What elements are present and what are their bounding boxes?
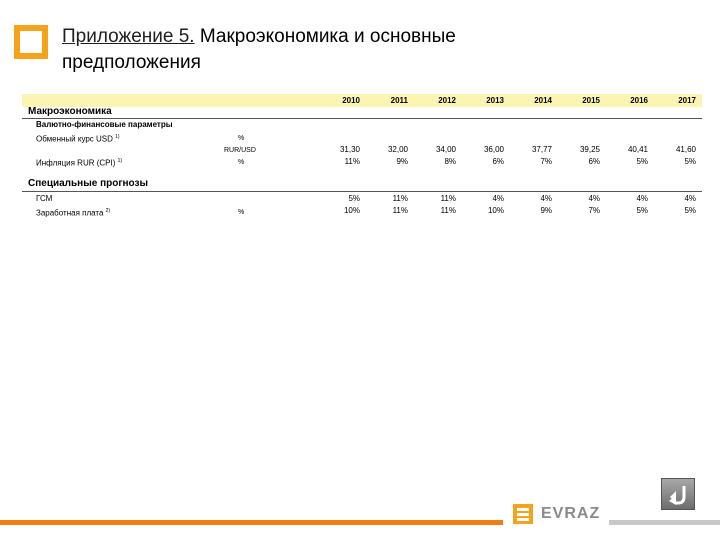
table-cell: 4% bbox=[636, 194, 648, 203]
table-cell: 5% bbox=[636, 206, 648, 215]
table-cell: 36,00 bbox=[483, 145, 504, 154]
brand-logo bbox=[513, 503, 600, 525]
table-cell: 7% bbox=[540, 157, 552, 166]
year-header: 2015 bbox=[582, 96, 600, 105]
section-subtitle: Валютно-финансовые параметры bbox=[36, 120, 173, 129]
table-cell: 10% bbox=[343, 206, 360, 215]
row-unit: % bbox=[238, 209, 245, 216]
table-cell: 10% bbox=[487, 206, 504, 215]
table-cell: 11% bbox=[392, 194, 408, 203]
row-unit: % bbox=[238, 135, 245, 142]
year-header: 2011 bbox=[390, 96, 408, 105]
year-header: 2016 bbox=[630, 96, 648, 105]
table-cell: 8% bbox=[444, 157, 456, 166]
title-text: Макроэкономика и основные bbox=[199, 26, 456, 47]
evraz-logo-icon bbox=[513, 504, 533, 524]
table-cell: 32,00 bbox=[387, 145, 408, 154]
header-band bbox=[22, 94, 702, 107]
title-line-2: предположения bbox=[62, 52, 201, 73]
table-cell: 11% bbox=[440, 194, 456, 203]
table-cell: 34,00 bbox=[435, 145, 456, 154]
row-label: Обменный курс USD $^{1)}$ bbox=[36, 134, 120, 144]
table-cell: 4% bbox=[540, 194, 552, 203]
row-unit: RUR/USD bbox=[224, 147, 256, 154]
divider bbox=[22, 191, 702, 192]
year-header: 2012 bbox=[438, 96, 456, 105]
year-header: 2013 bbox=[486, 96, 504, 105]
table-cell: 6% bbox=[588, 157, 600, 166]
table-cell: 11% bbox=[344, 157, 360, 166]
table-cell: 39,25 bbox=[579, 145, 600, 154]
table-cell: 9% bbox=[540, 206, 552, 215]
year-header: 2017 bbox=[678, 96, 696, 105]
table-cell: 9% bbox=[396, 157, 408, 166]
year-header: 2014 bbox=[534, 96, 552, 105]
divider bbox=[22, 118, 702, 119]
return-button[interactable] bbox=[661, 478, 695, 510]
table-cell: 4% bbox=[684, 194, 696, 203]
row-label: ГСМ bbox=[36, 194, 53, 203]
year-header: 2010 bbox=[342, 96, 360, 105]
table-cell: 41,60 bbox=[675, 145, 696, 154]
appendix-label: Приложение 5. bbox=[62, 26, 195, 47]
table-cell: 37,77 bbox=[531, 145, 552, 154]
table-cell: 31,30 bbox=[339, 145, 360, 154]
slide-title bbox=[62, 24, 456, 76]
table-cell: 4% bbox=[588, 194, 600, 203]
section-title: Специальные прогнозы bbox=[28, 178, 149, 189]
table-cell: 5% bbox=[684, 206, 696, 215]
table-cell: 4% bbox=[492, 194, 504, 203]
table-cell: 40,41 bbox=[627, 145, 648, 154]
footer-accent-bar bbox=[0, 520, 503, 525]
row-unit: % bbox=[238, 159, 245, 166]
table-cell: 11% bbox=[392, 206, 408, 215]
return-arrow-icon bbox=[667, 483, 691, 507]
section-title: Макроэкономика bbox=[28, 106, 112, 117]
brand-name: EVRAZ bbox=[541, 505, 601, 522]
title-square-icon bbox=[14, 25, 48, 59]
table-cell: 6% bbox=[492, 157, 504, 166]
row-label: Заработная плата $^{2)}$ bbox=[36, 208, 111, 218]
table-cell: 11% bbox=[440, 206, 456, 215]
footer-grey-bar bbox=[609, 520, 720, 525]
table-cell: 5% bbox=[684, 157, 696, 166]
row-label: Инфляция RUR (CPI) $^{1)}$ bbox=[36, 158, 123, 168]
table-cell: 7% bbox=[588, 206, 600, 215]
table-cell: 5% bbox=[348, 194, 360, 203]
table-cell: 5% bbox=[636, 157, 648, 166]
